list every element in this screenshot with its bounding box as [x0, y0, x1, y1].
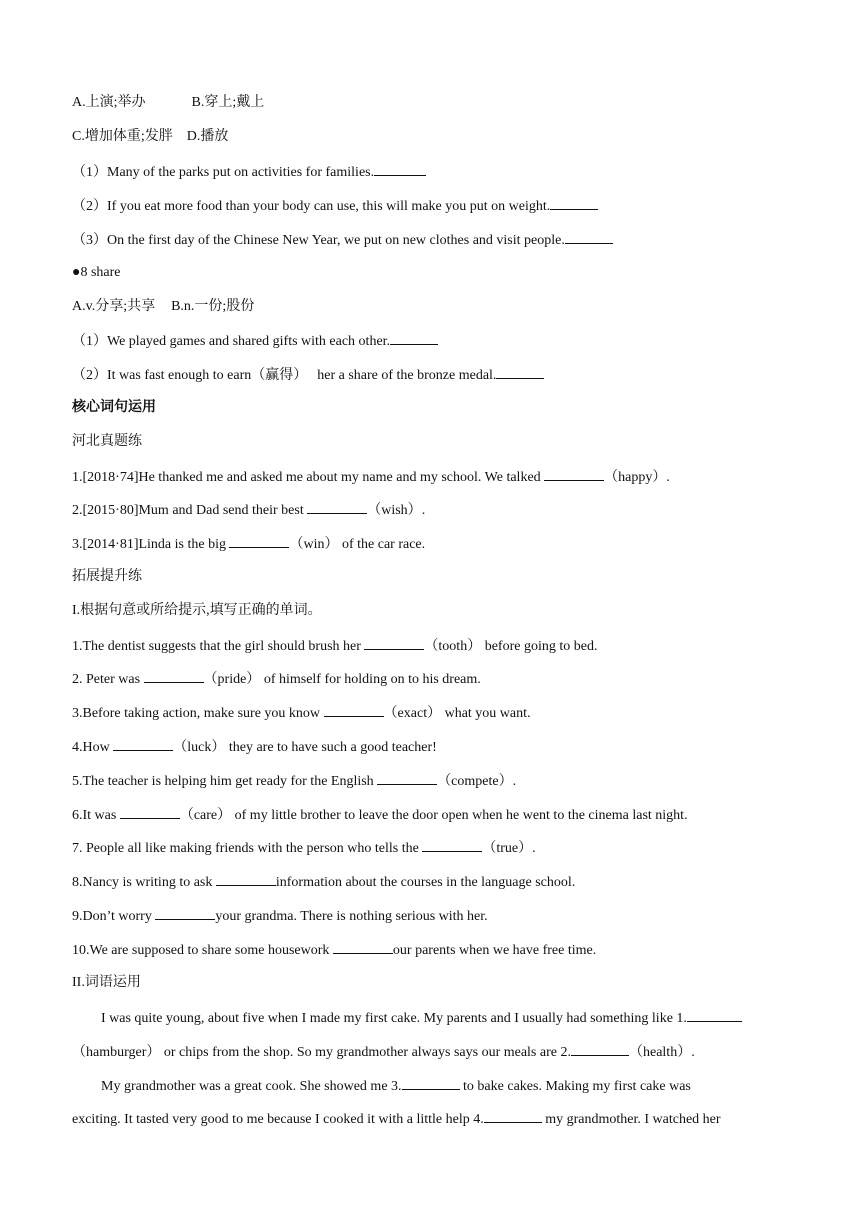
- answer-blank[interactable]: [364, 635, 424, 650]
- subsection-title: 拓展提升练: [72, 569, 142, 584]
- answer-blank[interactable]: [390, 330, 438, 345]
- question-item: （3）On the first day of the Chinese New Year, we put on new clothes and visit people.: [72, 229, 613, 251]
- answer-blank[interactable]: [544, 466, 604, 481]
- question-item: 4.How （luck） they are to have such a good teacher!: [72, 736, 437, 758]
- question-item: 2.[2015·80]Mum and Dad send their best （wish）.: [72, 499, 425, 521]
- answer-blank[interactable]: [402, 1075, 460, 1090]
- option-b: B.n.一份;股份: [171, 299, 255, 314]
- answer-blank[interactable]: [687, 1007, 742, 1022]
- passage-line: My grandmother was a great cook. She showed me 3. to bake cakes. Making my first cake was: [101, 1075, 691, 1097]
- question-item: 8.Nancy is writing to ask information about the courses in the language school.: [72, 871, 575, 893]
- option-line-1: [72, 93, 264, 113]
- answer-blank[interactable]: [550, 195, 598, 210]
- section-title: 核心词句运用: [72, 400, 156, 415]
- answer-blank[interactable]: [113, 736, 173, 751]
- option-a: A.上演;举办: [72, 95, 146, 110]
- option-b: B.穿上;戴上: [191, 95, 265, 110]
- answer-blank[interactable]: [571, 1041, 629, 1056]
- answer-blank[interactable]: [484, 1108, 542, 1123]
- question-item: （1）We played games and shared gifts with each other.: [72, 330, 438, 352]
- question-item: 6.It was （care） of my little brother to leave the door open when he went to the cinema last night.: [72, 804, 688, 826]
- question-item: 1.[2018·74]He thanked me and asked me about my name and my school. We talked （happy）.: [72, 466, 670, 488]
- answer-blank[interactable]: [324, 702, 384, 717]
- section-heading: ●8 share: [72, 265, 121, 280]
- answer-blank[interactable]: [422, 837, 482, 852]
- passage-line: exciting. It tasted very good to me because I cooked it with a little help 4. my grandmother. I watched her: [72, 1108, 721, 1130]
- answer-blank[interactable]: [155, 905, 215, 920]
- answer-blank[interactable]: [496, 364, 544, 379]
- answer-blank[interactable]: [120, 804, 180, 819]
- answer-blank[interactable]: [307, 499, 367, 514]
- subsection-title: 河北真题练: [72, 434, 142, 449]
- option-a: A.v.分享;共享: [72, 299, 156, 314]
- question-item: （2）It was fast enough to earn（赢得） her a share of the bronze medal.: [72, 364, 544, 386]
- question-item: 7. People all like making friends with the person who tells the （true）.: [72, 837, 536, 859]
- part-title: II.词语运用: [72, 975, 141, 990]
- question-item: 10.We are supposed to share some housework our parents when we have free time.: [72, 939, 596, 961]
- question-item: （1）Many of the parks put on activities for families.: [72, 161, 426, 183]
- question-item: （2）If you eat more food than your body can use, this will make you put on weight.: [72, 195, 598, 217]
- question-item: 9.Don’t worry your grandma. There is nothing serious with her.: [72, 905, 488, 927]
- answer-blank[interactable]: [229, 533, 289, 548]
- option-line-2: [72, 127, 228, 147]
- question-item: 3.[2014·81]Linda is the big （win） of the car race.: [72, 533, 425, 555]
- question-item: 1.The dentist suggests that the girl should brush her （tooth） before going to bed.: [72, 635, 597, 657]
- option-line: [72, 297, 254, 317]
- answer-blank[interactable]: [216, 871, 276, 886]
- question-item: 2. Peter was （pride） of himself for holding on to his dream.: [72, 668, 481, 690]
- passage-line: I was quite young, about five when I made my first cake. My parents and I usually had something like 1.: [101, 1007, 742, 1029]
- passage-line: （hamburger） or chips from the shop. So my grandmother always says our meals are 2. （health）.: [72, 1041, 695, 1063]
- question-item: 5.The teacher is helping him get ready for the English （compete）.: [72, 770, 516, 792]
- answer-blank[interactable]: [565, 229, 613, 244]
- option-d: D.播放: [186, 129, 229, 144]
- question-item: 3.Before taking action, make sure you know （exact） what you want.: [72, 702, 531, 724]
- option-c: C.增加体重;发胖: [72, 129, 173, 144]
- answer-blank[interactable]: [333, 939, 393, 954]
- answer-blank[interactable]: [374, 161, 426, 176]
- answer-blank[interactable]: [144, 668, 204, 683]
- answer-blank[interactable]: [377, 770, 437, 785]
- part-title: I.根据句意或所给提示,填写正确的单词。: [72, 603, 322, 618]
